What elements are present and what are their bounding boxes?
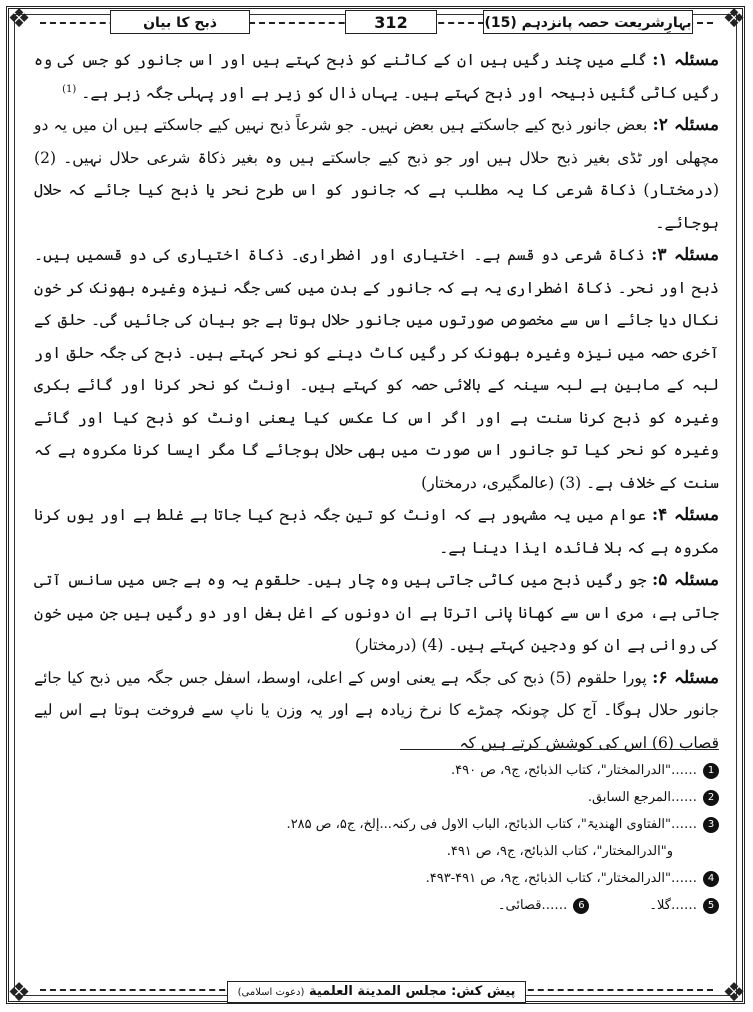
footnote-item (498, 892, 590, 919)
publisher-name: مجلس المدینة العلمیة (308, 984, 447, 999)
masla-label: مسئلہ ۱: (652, 50, 719, 70)
publisher-box (227, 981, 527, 1003)
masla-2 (34, 109, 719, 239)
page-header (40, 10, 713, 36)
masla-1 (34, 44, 719, 109)
footnote-number: 4 (703, 871, 719, 887)
footnote-item (34, 811, 719, 838)
footnote-row (34, 892, 719, 919)
publisher-note: (دعوت اسلامی) (237, 987, 305, 998)
masla-text: عوام میں یہ مشہور ہے کہ اونٹ کو تین جگہ ذبح کیا جاتا ہے غلط ہے اور یوں کرنا مکروہ ہے کہ بلا فائدہ ایذا دینا ہے۔ (34, 506, 719, 557)
footnote-text: ……گلا۔ (649, 898, 697, 913)
footnote-item (34, 757, 719, 784)
masla-text: گلے میں چند رگیں ہیں ان کے کاٹنے کو ذبح کہتے ہیں اور اس جانور کو جس کی وہ رگیں کاٹی گئیں ذبیحہ اور ذبح کہتے ہیں۔ یہاں ذال کو زیر ہے اور پہلی جگہ زبر ہے۔ (34, 51, 719, 102)
footnote-separator (400, 749, 719, 750)
chapter-title: ذبح کا بیان (110, 10, 250, 34)
footnote-ref: (1) (62, 83, 77, 95)
masla-4 (34, 499, 719, 564)
footnote-number: 1 (703, 763, 719, 779)
footnote-continuation (34, 838, 719, 865)
masla-6 (34, 662, 719, 760)
main-text (34, 44, 719, 759)
page-number: 312 (345, 10, 437, 34)
footnote-text: ……المرجع السابق. (587, 790, 697, 805)
footnote-text: ……"الدرالمختار"، کتاب الذبائح، ج۹، ص ۴۹۱-۴۹۳. (425, 871, 697, 886)
footnote-text: ……"الدرالمختار"، کتاب الذبائح، ج۹، ص ۴۹۰. (450, 763, 697, 778)
masla-label: مسئلہ ۵: (652, 570, 719, 590)
masla-text: پورا حلقوم (5) ذبح کی جگہ ہے یعنی اوس کے اعلی، اوسط، اسفل جس جگہ میں ذبح کیا جائے جانور حلال ہوگا۔ آج کل چونکہ چمڑے کا نرخ زیادہ ہے اور یہ وزن یا ناپ سے فروخت ہوتا ہے اس لیے قصاب (6) اس کی کوشش کرتے ہیں کہ (34, 668, 719, 752)
footnote-text: و"الدرالمختار"، کتاب الذبائح، ج۹، ص ۴۹۱. (446, 844, 673, 859)
footnote-text: ……"الفتاوی الھندیۃ"، کتاب الذبائح، الباب الاول فی رکنہ...إلخ، ج۵، ص ۲۸۵. (286, 817, 697, 832)
footnote-text: ……قصائی۔ (497, 898, 568, 913)
footnote-number: 6 (573, 898, 589, 914)
footnote-number: 2 (703, 790, 719, 806)
footnote-number: 3 (703, 817, 719, 833)
footnote-item (34, 784, 719, 811)
running-title: بہارِشریعت حصہ پانزدہم (15) (483, 10, 693, 34)
masla-5 (34, 564, 719, 662)
footnote-item (34, 865, 719, 892)
footnotes (34, 757, 719, 919)
masla-label: مسئلہ ۶: (652, 667, 719, 688)
masla-3 (34, 239, 719, 499)
ornament-corner: ❖ (7, 978, 31, 1008)
masla-text: جو رگیں ذبح میں کاٹی جاتی ہیں وہ چار ہیں۔ حلقوم یہ وہ ہے جس میں سانس آتی جاتی ہے، مری اس سے کھانا پانی اترتا ہے ان دونوں کے اغل بغل اور دو رگیں ہیں جن میں خون کی روانی ہے ان کو ودجین کہتے ہیں۔ (4) (درمختار) (34, 571, 719, 654)
masla-label: مسئلہ ۳: (651, 245, 719, 265)
footer-prefix: پیش کش: (451, 984, 516, 999)
ornament-corner: ❖ (722, 978, 746, 1008)
page-footer (0, 980, 753, 1002)
footnote-item (649, 892, 719, 919)
masla-text: ذکاۃ شرعی دو قسم ہے۔ اختیاری اور اضطراری۔ ذکاۃ اختیاری کی دو قسمیں ہیں۔ ذبح اور نحر۔ ذکاۃ اضطراری یہ ہے کہ جانور کے بدن میں کسی جگہ نیزہ وغیرہ بھونک کر خون نکال دیا جائے اس سے مخصوص صورتوں میں جانور حلال ہوتا ہے جو بیان کی جائیں گی۔ حلق کے آخری حصہ میں نیزہ وغیرہ بھونک کر رگیں کاٹ دینے کو نحر کہتے ہیں۔ ذبح کی جگہ حلق اور لبہ کے مابین ہے لبہ سینہ کے بالائی حصہ کو کہتے ہیں۔ اونٹ کو نحر کرنا اور گائے بکری وغیرہ کو ذبح کرنا سنت ہے اور اگر اس کا عکس کیا یعنی اونٹ کو ذبح کیا اور گائے وغیرہ کو نحر کیا تو جانور اس صورت میں بھی حلال ہوجائے گا مگر ایسا کرنا مکروہ ہے کہ سنت کے خلاف ہے۔ (3) (عالمگیری، درمختار) (34, 246, 719, 492)
ornament-corner: ❖ (722, 4, 746, 34)
masla-label: مسئلہ ۲: (652, 115, 719, 135)
ornament-corner: ❖ (7, 4, 31, 34)
footnote-number: 5 (703, 898, 719, 914)
masla-label: مسئلہ ۴: (651, 505, 719, 525)
masla-text: بعض جانور ذبح کیے جاسکتے ہیں بعض نہیں۔ جو شرعاً ذبح نہیں کیے جاسکتے ہیں ان میں یہ دو مچھلی اور ٹڈی بغیر ذبح حلال ہیں اور جو ذبح کیے جاسکتے ہیں وہ بغیر ذکاۃ شرعی حلال نہیں۔ (2) (درمختار) ذکاۃ شرعی کا یہ مطلب ہے کہ جانور کو اس طرح نحر یا ذبح کیا جائے کہ حلال ہوجائے۔ (34, 116, 719, 232)
